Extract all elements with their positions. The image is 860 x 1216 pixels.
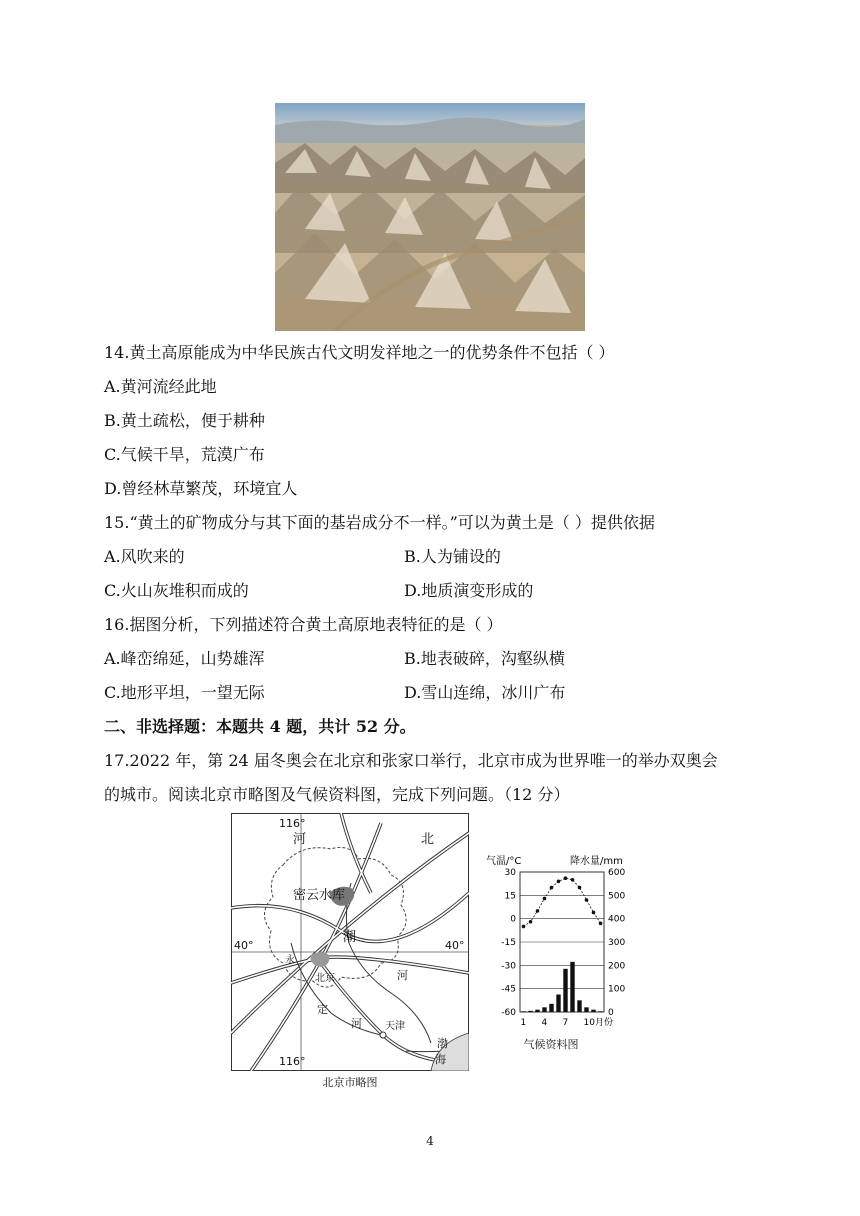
- x-tick-label: 1: [520, 1018, 527, 1028]
- precip-tick-label: 500: [608, 891, 626, 902]
- lon-label-bottom: 116°: [279, 1055, 306, 1068]
- q17-stem-line2: 的城市。阅读北京市略图及气候资料图，完成下列问题。（12 分）: [104, 785, 570, 804]
- temperature-point: [599, 922, 603, 926]
- temperature-tick-label: -15: [501, 938, 516, 948]
- map-label-beijing: 北京: [315, 973, 335, 984]
- temperature-point: [592, 911, 596, 915]
- climate-chart: [486, 852, 632, 1052]
- precip-tick-label: 400: [608, 914, 626, 925]
- climate-chart-title: 气候资料图: [523, 1038, 579, 1051]
- q16-option-a: A.峰峦绵延，山势雄浑: [104, 649, 265, 668]
- precip-bar: [584, 1007, 588, 1012]
- q15-stem: 15.“黄土的矿物成分与其下面的基岩成分不一样。”可以为黄土是（ ）提供依据: [104, 513, 655, 532]
- q16-option-c: C.地形平坦，一望无际: [104, 683, 265, 702]
- x-tick-label: 10月份: [583, 1018, 613, 1028]
- precip-bar: [563, 969, 567, 1012]
- q14-option-a: A.黄河流经此地: [104, 377, 217, 396]
- temperature-point: [529, 920, 533, 924]
- precip-bar: [542, 1007, 546, 1012]
- loess-plateau-photo: [275, 103, 585, 331]
- climate-ylabel-temperature: 气温/°C: [486, 856, 522, 867]
- q16-stem: 16.据图分析，下列描述符合黄土高原地表特征的是（ ）: [104, 615, 503, 634]
- x-tick-label: 4: [541, 1018, 548, 1028]
- q14-option-c: C.气候干旱，荒漠广布: [104, 445, 265, 464]
- map-label-miyun: 密云水库: [293, 888, 346, 903]
- temperature-point: [585, 898, 589, 902]
- precip-bar: [591, 1010, 595, 1012]
- q17-stem-line1: 17.2022 年，第 24 届冬奥会在北京和张家口举行，北京市成为世界唯一的举办双奥会: [104, 751, 718, 770]
- map-title: 北京市略图: [322, 1076, 378, 1089]
- map-label-he2: 河: [397, 969, 408, 982]
- temperature-tick-label: 30: [504, 868, 516, 878]
- temperature-point: [536, 909, 540, 913]
- lon-label-top: 116°: [279, 817, 306, 830]
- x-tick-label: 7: [562, 1018, 569, 1028]
- precip-tick-label: 100: [608, 984, 626, 995]
- map-label-ding: 定: [317, 1003, 328, 1016]
- section-2-heading: 二、非选择题：本题共 4 题，共计 52 分。: [104, 717, 416, 736]
- temperature-point: [578, 886, 582, 890]
- q16-option-d: D.雪山连绵，冰川广布: [404, 683, 566, 702]
- map-label-hai: 海: [435, 1053, 446, 1066]
- q15-option-c: C.火山灰堆积而成的: [104, 581, 249, 600]
- q15-option-d: D.地质演变形成的: [404, 581, 534, 600]
- precip-tick-label: 200: [608, 961, 626, 972]
- precip-bar: [528, 1011, 532, 1012]
- temperature-tick-label: -60: [501, 1008, 516, 1018]
- map-label-tianjin: 天津: [385, 1021, 405, 1032]
- temperature-point: [564, 876, 568, 880]
- map-label-chao: 潮: [343, 930, 357, 945]
- q14-stem: 14.黄土高原能成为中华民族古代文明发祥地之一的优势条件不包括（ ）: [104, 343, 615, 362]
- map-label-bo: 渤: [437, 1037, 448, 1050]
- q16-option-b: B.地表破碎，沟壑纵横: [404, 649, 565, 668]
- precip-bar: [521, 1011, 525, 1012]
- map-label-bei: 北: [421, 832, 435, 847]
- map-label-yong: 永: [285, 955, 295, 966]
- temperature-tick-label: 15: [504, 891, 516, 902]
- temperature-tick-label: 0: [510, 914, 516, 925]
- q15-option-a: A.风吹来的: [104, 547, 185, 566]
- q14-option-d: D.曾经林草繁茂，环境宜人: [104, 479, 298, 498]
- precip-tick-label: 300: [608, 938, 626, 948]
- q14-option-b: B.黄土疏松，便于耕种: [104, 411, 265, 430]
- temperature-line: [524, 878, 601, 926]
- precip-bar: [549, 1004, 553, 1012]
- temperature-tick-label: -45: [501, 984, 516, 995]
- lat-label-left: 40°: [234, 939, 254, 952]
- precip-bar: [570, 962, 574, 1012]
- temperature-point: [557, 880, 561, 884]
- temperature-point: [550, 886, 554, 890]
- temperature-point: [522, 925, 526, 929]
- precip-bar: [577, 1000, 581, 1012]
- temperature-tick-label: -30: [501, 961, 516, 972]
- page-number: 4: [426, 1134, 434, 1148]
- precip-bar: [556, 995, 560, 1013]
- beijing-map: [231, 813, 469, 1071]
- precip-tick-label: 0: [608, 1008, 614, 1018]
- precip-bar: [535, 1010, 539, 1012]
- map-label-he: 河: [293, 832, 307, 847]
- lat-label-right: 40°: [445, 939, 465, 952]
- map-label-he3: 河: [351, 1017, 362, 1030]
- q15-option-b: B.人为铺设的: [404, 547, 501, 566]
- precip-bar: [598, 1011, 602, 1012]
- precip-tick-label: 600: [608, 868, 626, 878]
- climate-ylabel-precip: 降水量/mm: [570, 856, 623, 867]
- temperature-point: [543, 897, 547, 901]
- temperature-point: [571, 878, 575, 882]
- tianjin-point: [380, 1032, 386, 1038]
